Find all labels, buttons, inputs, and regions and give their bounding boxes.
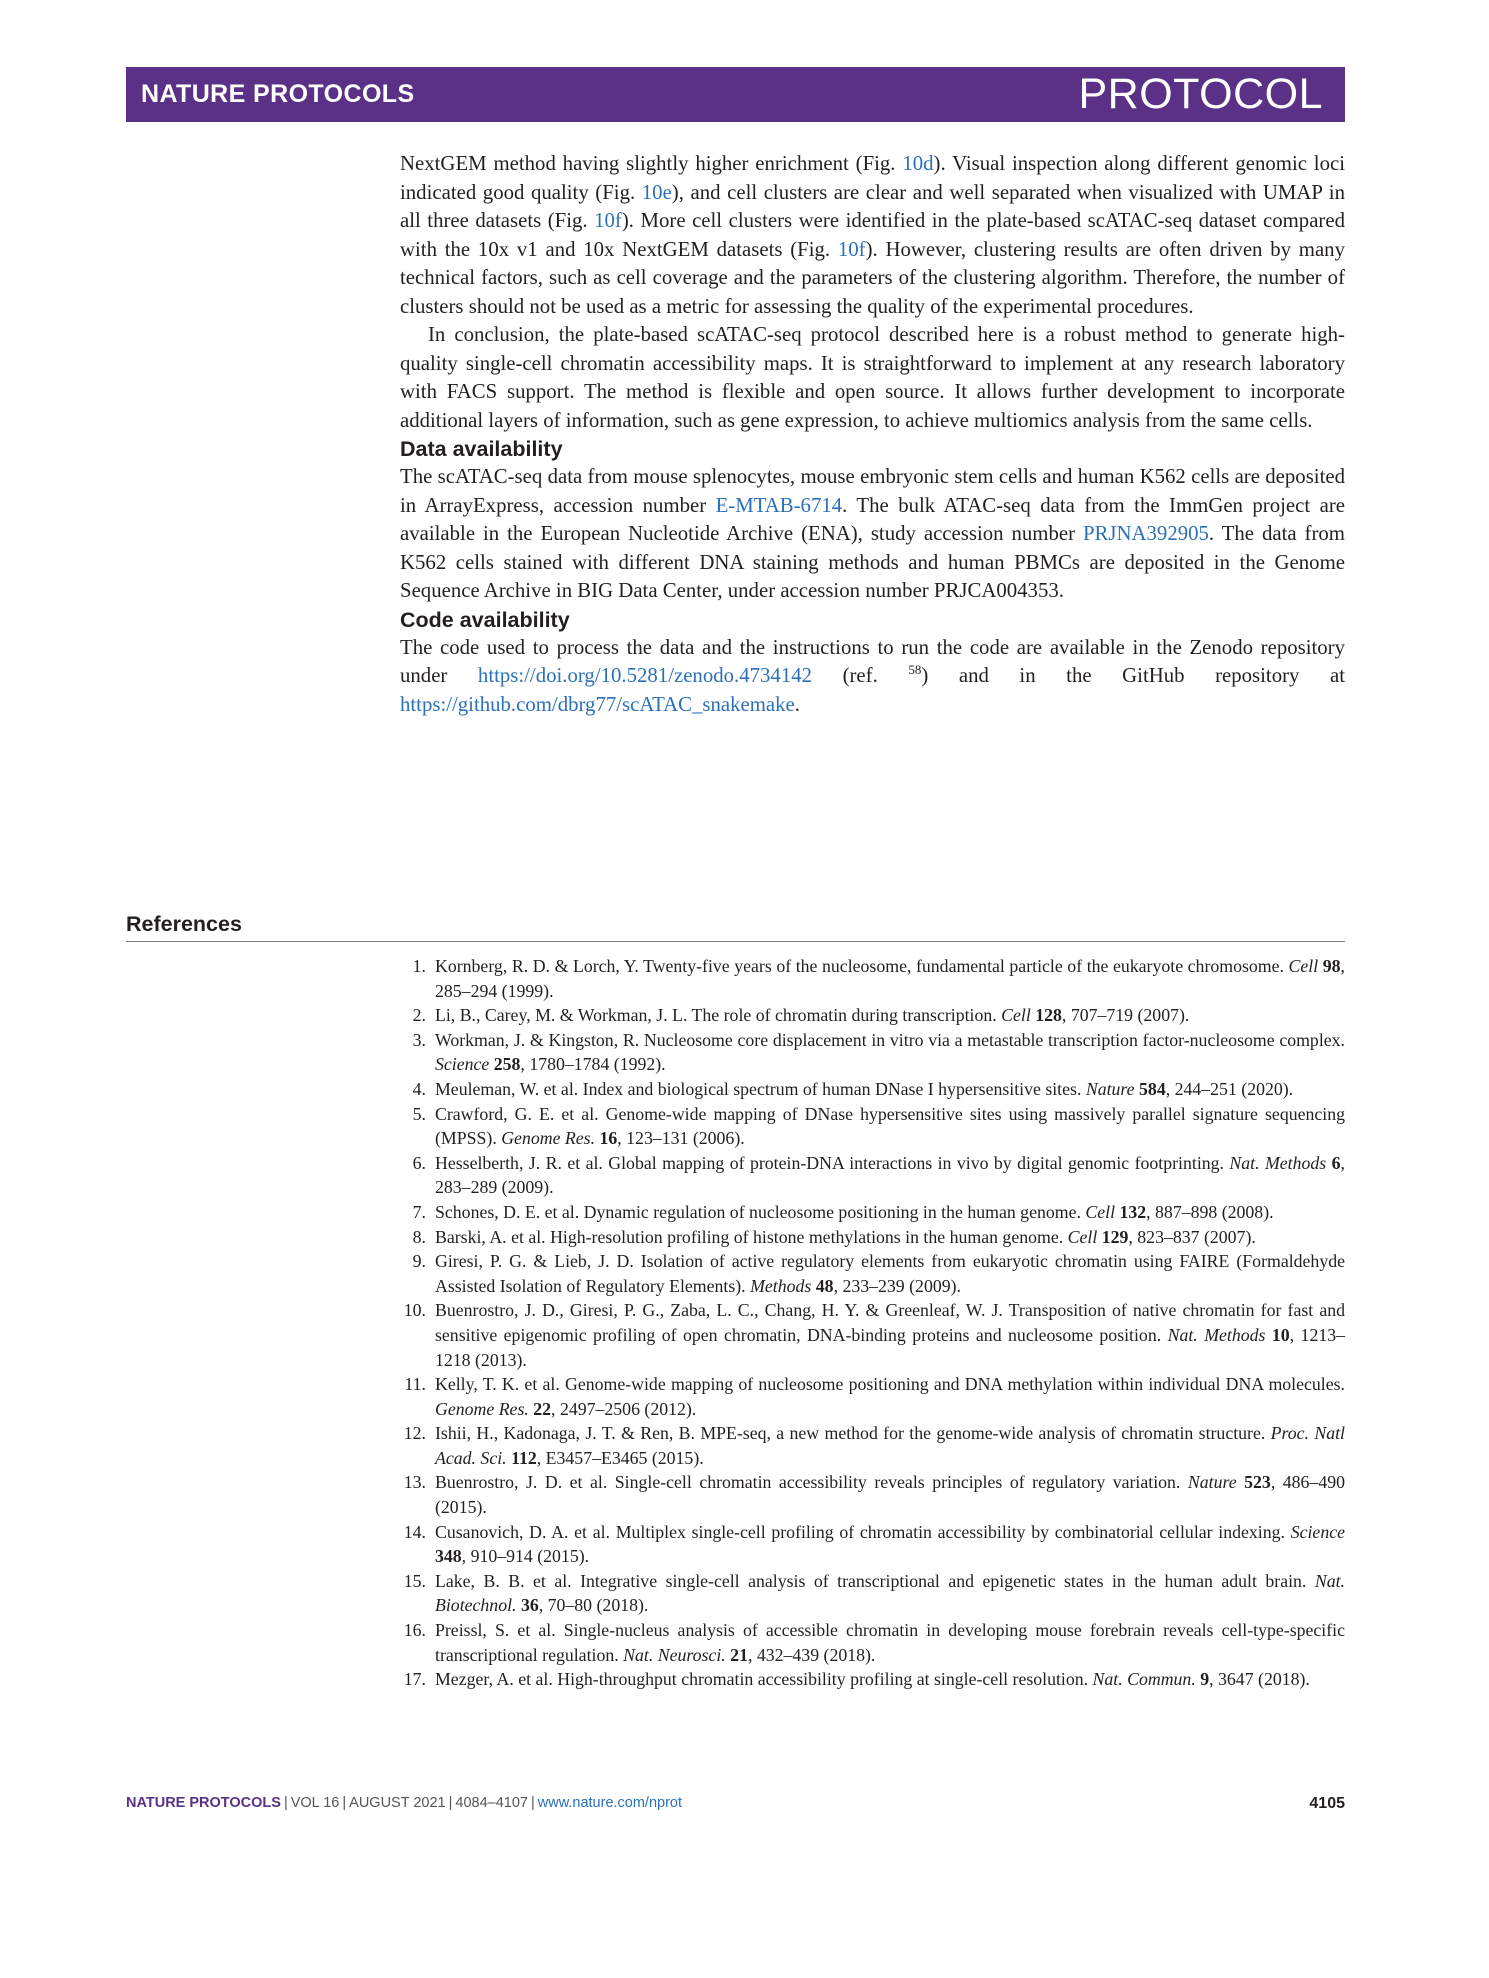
reference-text: Workman, J. & Kingston, R. Nucleosome core displacement in vitro via a metastable transcription factor-nucleosome complex. (435, 1029, 1345, 1050)
reference-journal: Nat. Neurosci. (623, 1644, 726, 1665)
reference-number: 16. (403, 1620, 426, 1641)
reference-text: Li, B., Carey, M. & Workman, J. L. The role of chromatin during transcription. (435, 1005, 1002, 1026)
reference-text: Preissl, S. et al. Single-nucleus analysis of accessible chromatin in developing mouse forebrain reveals cell-type-specific transcriptional regulation. (435, 1620, 1345, 1665)
reference-item (400, 954, 1345, 1003)
reference-journal: Nat. Biotechnol. (435, 1570, 1345, 1616)
footer-journal: NATURE PROTOCOLS (126, 1795, 281, 1811)
reference-text: Hesselberth, J. R. et al. Global mapping of protein-DNA interactions in vivo by digital genomic footprinting. (435, 1152, 1230, 1173)
references-heading: References (126, 912, 242, 936)
reference-volume: 128 (1035, 1005, 1062, 1026)
reference-text: Buenrostro, J. D. et al. Single-cell chromatin accessibility reveals principles of regulatory variation. (435, 1472, 1188, 1493)
reference-text: Meuleman, W. et al. Index and biological spectrum of human DNase I hypersensitive sites. (435, 1078, 1086, 1099)
reference-number: 4. (412, 1078, 426, 1099)
reference-text: Mezger, A. et al. High-throughput chromatin accessibility profiling at single-cell resolution. (435, 1669, 1093, 1690)
reference-number: 3. (412, 1029, 426, 1050)
reference-item (400, 1225, 1345, 1250)
reference-pages: , 233–239 (2009). (833, 1275, 961, 1296)
reference-pages: , 283–289 (2009). (435, 1152, 1345, 1198)
reference-text: Kornberg, R. D. & Lorch, Y. Twenty-five years of the nucleosome, fundamental particle of the eukaryote chromosome. (435, 956, 1289, 976)
reference-item (400, 1200, 1345, 1225)
fig-10e-link[interactable]: 10e (641, 180, 672, 204)
reference-number: 13. (403, 1472, 426, 1493)
paragraph-results: NextGEM method having slightly higher enrichment (Fig. 10d). Visual inspection along different genomic loci indicated good quality (Fig. 10e), and cell clusters are clear and well separated when visualized with UMAP in all three datasets (Fig. 10f). More cell clusters were identified in the plate-based scATAC-seq dataset compared with the 10x v1 and 10x NextGEM datasets (Fig. 10f). However, clustering results are often driven by many technical factors, such as cell coverage and the parameters of the clustering algorithm. Therefore, the number of clusters should not be used as a metric for assessing the quality of the experimental procedures. (400, 152, 1345, 318)
code-availability-text: The code used to process the data and the instructions to run the code are available in the Zenodo repository under https://doi.org/10.5281/zenodo.4734142 (ref. $^{58}$) and in the GitHub repository at https://github.com/dbrg77/scATAC_snakemake. (400, 635, 1345, 716)
reference-item (400, 1569, 1345, 1618)
reference-volume: 132 (1119, 1201, 1147, 1222)
fig-10f-link-2[interactable]: 10f (837, 237, 866, 261)
reference-text: Cusanovich, D. A. et al. Multiplex single-cell profiling of chromatin accessibility by combinatorial cellular indexing. (435, 1521, 1291, 1542)
reference-item (400, 1520, 1345, 1569)
reference-journal: Cell (1288, 956, 1319, 976)
data-availability-text: The scATAC-seq data from mouse splenocytes, mouse embryonic stem cells and human K562 cells are deposited in ArrayExpress, accession number E-MTAB-6714. The bulk ATAC-seq data from the ImmGen project are available in the European Nucleotide Archive (ENA), study accession number PRJNA392905. The data from K562 cells stained with different DNA staining methods and human PBMCs are deposited in the Genome Sequence Archive in BIG Data Center, under accession number PRJCA004353. (400, 465, 1345, 602)
zenodo-link[interactable]: https://doi.org/10.5281/zenodo.4734142 (477, 664, 813, 687)
ref-58-superscript: 58 (908, 662, 922, 678)
reference-journal: Nature (1187, 1472, 1237, 1493)
reference-text: Kelly, T. K. et al. Genome-wide mapping of nucleosome positioning and DNA methylation within individual DNA molecules. (435, 1374, 1345, 1395)
reference-pages: , E3457–E3465 (2015). (536, 1447, 704, 1468)
reference-item (400, 1618, 1345, 1667)
github-link[interactable]: https://github.com/dbrg77/scATAC_snakemake (400, 692, 795, 716)
footer-date: AUGUST 2021 (349, 1795, 446, 1811)
reference-number: 15. (403, 1570, 426, 1591)
reference-pages: , 123–131 (2006). (617, 1128, 745, 1149)
reference-volume: 129 (1101, 1226, 1129, 1247)
page-footer: NATURE PROTOCOLS | VOL 16 | AUGUST 2021 | 4084–4107 | www.nature.com/nprot 4105 (126, 1795, 1345, 1812)
reference-pages: , 244–251 (2020). (1165, 1078, 1294, 1099)
reference-journal: Nat. Methods (1167, 1324, 1266, 1345)
data-availability-heading: Data availability (400, 437, 563, 461)
reference-number: 2. (412, 1005, 426, 1026)
reference-item (400, 1003, 1345, 1028)
reference-volume: 22 (533, 1398, 552, 1419)
reference-text: Crawford, G. E. et al. Genome-wide mapping of DNase hypersensitive sites using massively parallel signature sequencing (MPSS). (435, 1103, 1345, 1149)
reference-journal: Proc. Natl Acad. Sci. (435, 1423, 1345, 1468)
reference-pages: , 1780–1784 (1992). (520, 1054, 666, 1075)
reference-volume: 523 (1244, 1472, 1271, 1493)
reference-text: Giresi, P. G. & Lieb, J. D. Isolation of active regulatory elements from eukaryotic chromatin using FAIRE (Formaldehyde Assisted Isolation of Regulatory Elements). (435, 1251, 1345, 1296)
reference-item (400, 1028, 1345, 1077)
reference-volume: 10 (1271, 1324, 1290, 1345)
reference-pages: , 3647 (2018). (1209, 1669, 1310, 1690)
code-availability-heading: Code availability (400, 607, 570, 632)
reference-volume: 21 (730, 1644, 748, 1665)
reference-volume: 258 (493, 1054, 521, 1075)
reference-number: 10. (403, 1300, 426, 1321)
reference-journal: Science (435, 1054, 490, 1075)
reference-journal: Nature (1085, 1078, 1135, 1099)
reference-journal: Cell (1085, 1201, 1116, 1222)
footer-volume: VOL 16 (290, 1795, 340, 1811)
reference-number: 6. (412, 1152, 426, 1173)
fig-10f-link[interactable]: 10f (594, 209, 622, 232)
references-divider (126, 941, 1345, 942)
journal-name: NATURE PROTOCOLS (141, 80, 415, 108)
reference-pages: , 432–439 (2018). (747, 1644, 876, 1665)
reference-number: 11. (404, 1374, 426, 1395)
reference-item (400, 1470, 1345, 1519)
reference-volume: 98 (1322, 956, 1341, 976)
reference-pages: , 70–80 (2018). (538, 1595, 649, 1616)
article-type: PROTOCOL (1078, 70, 1323, 118)
reference-pages: , 486–490 (2015). (435, 1472, 1346, 1518)
reference-text: Barski, A. et al. High-resolution profiling of histone methylations in the human genome. (435, 1226, 1068, 1247)
reference-volume: 6 (1331, 1152, 1341, 1173)
reference-item (400, 1372, 1345, 1421)
reference-pages: , 910–914 (2015). (461, 1546, 590, 1567)
reference-pages: , 1213–1218 (2013). (435, 1324, 1346, 1370)
reference-journal: Science (1290, 1521, 1345, 1542)
footer-url-link[interactable]: www.nature.com/nprot (537, 1795, 683, 1811)
reference-volume: 16 (599, 1128, 618, 1149)
reference-pages: , 2497–2506 (2012). (551, 1398, 697, 1419)
reference-volume: 9 (1200, 1669, 1210, 1690)
journal-header-bar (126, 67, 1345, 122)
references-list (400, 954, 1345, 1692)
reference-volume: 36 (520, 1595, 539, 1616)
reference-number: 5. (412, 1103, 426, 1124)
reference-volume: 112 (511, 1447, 537, 1468)
reference-text: Ishii, H., Kadonaga, J. T. & Ren, B. MPE-seq, a new method for the genome-wide analysis of chromatin structure. (435, 1423, 1271, 1444)
reference-pages: , 707–719 (2007). (1061, 1005, 1190, 1026)
arrayexpress-accession-link[interactable]: E-MTAB-6714 (715, 493, 843, 517)
reference-item (400, 1298, 1345, 1372)
reference-volume: 48 (815, 1275, 834, 1296)
reference-number: 8. (412, 1226, 426, 1247)
reference-item (400, 1421, 1345, 1470)
reference-volume: 348 (435, 1546, 462, 1567)
paragraph-conclusion: In conclusion, the plate-based scATAC-seq protocol described here is a robust method to generate high-quality single-cell chromatin accessibility maps. It is straightforward to implement at any research laboratory with FACS support. The method is flexible and open source. It allows further development to incorporate additional layers of information, such as gene expression, to achieve multiomics analysis from the same cells. (400, 323, 1345, 432)
reference-text: Buenrostro, J. D., Giresi, P. G., Zaba, L. C., Chang, H. Y. & Greenleaf, W. J. Transposition of native chromatin for fast and sensitive epigenomic profiling of open chromatin, DNA-binding proteins and nucleosome position. (435, 1300, 1345, 1345)
main-text-column (400, 150, 1345, 719)
reference-journal: Methods (750, 1275, 812, 1296)
reference-item (400, 1249, 1345, 1298)
reference-item (400, 1102, 1345, 1151)
reference-journal: Nat. Commun. (1092, 1669, 1196, 1690)
reference-number: 14. (403, 1521, 426, 1542)
reference-number: 17. (403, 1669, 426, 1690)
reference-number: 1. (412, 956, 426, 976)
reference-item (400, 1151, 1345, 1200)
reference-text: Schones, D. E. et al. Dynamic regulation of nucleosome positioning in the human genome. (435, 1201, 1086, 1222)
reference-volume: 584 (1139, 1078, 1166, 1099)
fig-10d-link[interactable]: 10d (902, 152, 934, 175)
reference-journal: Nat. Methods (1229, 1152, 1327, 1173)
reference-journal: Cell (1001, 1005, 1031, 1026)
ena-accession-link[interactable]: PRJNA392905 (1082, 522, 1209, 545)
reference-journal: Genome Res. (501, 1128, 596, 1149)
page-number: 4105 (1309, 1795, 1345, 1812)
reference-pages: , 285–294 (1999). (435, 956, 1345, 1001)
reference-number: 9. (412, 1251, 426, 1272)
reference-number: 7. (412, 1201, 426, 1222)
reference-number: 12. (403, 1423, 426, 1444)
reference-pages: , 823–837 (2007). (1128, 1226, 1256, 1247)
reference-pages: , 887–898 (2008). (1146, 1201, 1274, 1222)
reference-journal: Genome Res. (435, 1398, 529, 1419)
reference-item (400, 1667, 1345, 1692)
reference-journal: Cell (1067, 1226, 1098, 1247)
reference-item (400, 1077, 1345, 1102)
reference-text: Lake, B. B. et al. Integrative single-cell analysis of transcriptional and epigenetic states in the human adult brain. (435, 1570, 1315, 1591)
footer-pages: 4084–4107 (455, 1795, 528, 1811)
